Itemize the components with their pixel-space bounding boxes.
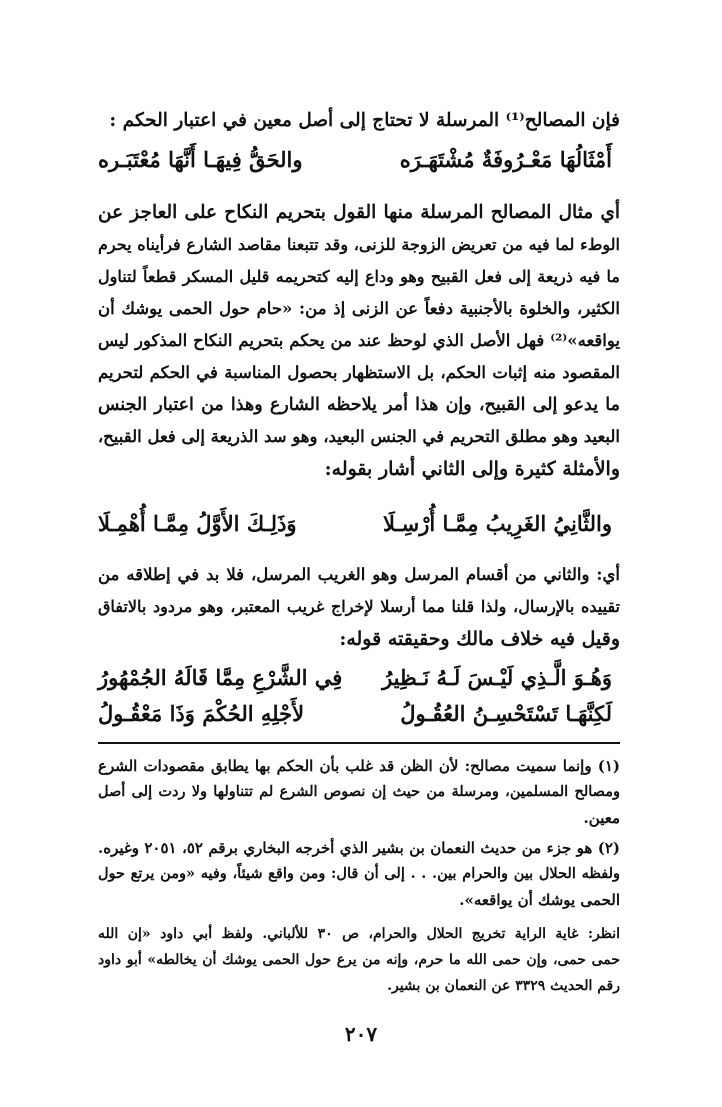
verse-3-second-hemistich: فِي الشَّرْعِ مِمَّا قَالَهُ الجُمْهُورُ bbox=[98, 665, 343, 690]
footnote-2-source-line: حمى حمى، وإن حمى الله ما حرم، وإنه من يرع حول الحمى يوشك أن يخالطه» أبو داود bbox=[98, 952, 620, 968]
verse-2-second-hemistich: وَذَلِـكَ الأَوَّلُ مِمَّـا أُهْمِـلَا bbox=[98, 511, 297, 536]
para1-line: والأمثلة كثيرة وإلى الثاني أشار بقوله: bbox=[324, 458, 620, 480]
para2-line: وقيل فيه خلاف مالك وحقيقته قوله: bbox=[339, 628, 620, 650]
para1-line: ما فيه ذريعة إلى فعل القبيح وهو وداع إليه كتحريمه قليل المسكر قطعاً لتناول bbox=[98, 267, 620, 286]
verse-3 bbox=[98, 660, 620, 696]
para1-line: المقصود منه إثبات الحكم، بل الاستظهار بحصول المناسبة في الحكم لتحريم bbox=[98, 363, 620, 382]
footnote-2-line: الحمى يوشك أن يواقعه». bbox=[459, 891, 620, 909]
verse-3-first-hemistich: وَهُـوَ الَّـذِي لَيْـسَ لَـهُ نَـظِيرُ bbox=[382, 665, 612, 690]
para1-line: أي مثال المصالح المرسلة منها القول بتحريم النكاح على العاجز عن bbox=[98, 202, 620, 223]
verse-4-second-hemistich: لأَجْلِهِ الحُكْمَ وَذَا مَعْقُـولُ bbox=[98, 701, 305, 726]
footnote-2-line: ولفظه الحلال بين والحرام بين. . . إلى أن قال: ومن واقع شيئاً، وفيه «ومن يرتع حول bbox=[98, 865, 620, 882]
footnote-separator bbox=[98, 742, 620, 744]
footnote-1-line: (١) وإنما سميت مصالح: لأن الظن قد غلب بأن الحكم بها يطابق مقصودات الشرع bbox=[98, 757, 620, 775]
para2-line: أي: والثاني من أقسام المرسل وهو الغريب المرسل، فلا بد في إطلاقه من bbox=[98, 565, 620, 584]
footnote-2-source-line: انظر: غاية الراية تخريج الحلال والحرام، ص ٣٠ للألباني. ولفظ أبي داود «إن الله bbox=[98, 926, 621, 942]
verse-1 bbox=[98, 142, 620, 178]
verse-4 bbox=[98, 696, 620, 732]
verse-4-first-hemistich: لَكِنَّهَـا تَسْتَحْسِـنُ العُقُـولُ bbox=[400, 701, 612, 726]
verse-1-first-hemistich: أَمْثَالُهَا مَعْـرُوفَةٌ مُشْتَهَـرَه bbox=[399, 147, 612, 172]
page-number: ٢٠٧ bbox=[344, 1022, 378, 1046]
verse-2-first-hemistich: والثَّانِيُ الغَرِيبُ مِمَّـا أُرْسِـلَا bbox=[382, 511, 612, 536]
footnote-1-line: ومصالح المسلمين، ومرسلة من حيث إن نصوص الشرع لم تتناولها ولا ردت إلى أصل bbox=[98, 783, 620, 800]
verse-2 bbox=[98, 506, 620, 542]
para1-line: الوطء لما فيه من تعريض الزوجة للزنى، وقد تتبعنا مقاصد الشارع فرأيناه يحرم bbox=[98, 235, 620, 254]
footnote-1-line: معين. bbox=[583, 809, 620, 827]
para2-line: تقييده بالإرسال، ولذا قلنا مما أرسلا لإخراج غريب المعتبر، وهو مردود بالاتفاق bbox=[98, 597, 620, 616]
intro-line: فإن المصالح⁽¹⁾ المرسلة لا تحتاج إلى أصل معين في اعتبار الحكم : bbox=[109, 110, 620, 131]
footnote-2-line: (٢) هو جزء من حديث النعمان بن بشير الذي أخرجه البخاري برقم ٥٢، ٢٠٥١ وغيره. bbox=[98, 839, 620, 857]
para1-line: البعيد وهو مطلق التحريم في الجنس البعيد، وهو سد الذريعة إلى فعل القبيح، bbox=[97, 427, 620, 446]
para1-line: الكثير، والخلوة بالأجنبية دفعاً عن الزنى إذ من: «حام حول الحمى يوشك أن bbox=[98, 299, 620, 318]
para1-line: ما يدعو إلى القبيح، وإن هذا أمر يلاحظه الشارع وهذا من اعتبار الجنس bbox=[98, 395, 620, 415]
verse-1-second-hemistich: والحَقُّ فِيهَـا أَنَّهَا مُعْتَبَـره bbox=[98, 147, 303, 172]
footnote-2-source-line: رقم الحديث ٣٣٢٩ عن النعمان بن بشير. bbox=[387, 978, 620, 994]
para1-line: يواقعه»⁽²⁾ فهل الأصل الذي لوحظ عند من يحكم بتحريم النكاح المذكور ليس bbox=[98, 331, 620, 350]
